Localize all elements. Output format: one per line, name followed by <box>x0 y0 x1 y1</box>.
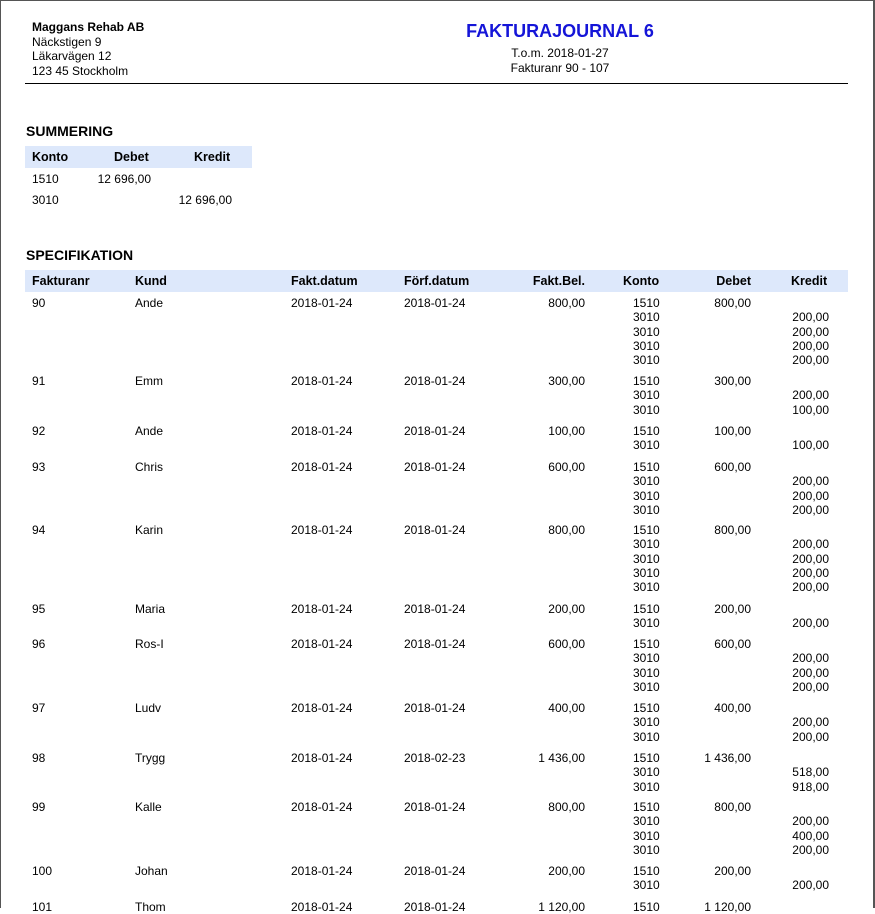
spec-faktbel: 800,00 <box>548 800 585 814</box>
company-block <box>32 20 144 78</box>
spec-debet: 200,00 <box>714 864 751 878</box>
spec-kredit: 200,00 <box>792 551 829 566</box>
report-title: FAKTURAJOURNAL 6 <box>466 21 654 41</box>
spec-konto: 3010 <box>633 502 660 517</box>
spec-kredit: 918,00 <box>792 779 829 794</box>
spec-col-konto: Konto <box>623 274 660 288</box>
spec-forfdatum: 2018-01-24 <box>404 864 466 878</box>
spec-konto: 1510 <box>633 800 660 814</box>
spec-konto: 3010 <box>633 665 660 680</box>
spec-konto: 3010 <box>633 488 660 503</box>
spec-faktbel: 800,00 <box>548 296 585 310</box>
spec-faktdatum: 2018-01-24 <box>291 751 353 765</box>
spec-konto: 1510 <box>633 900 660 914</box>
spec-kredit: 200,00 <box>792 679 829 694</box>
page-border-left <box>0 0 1 908</box>
spec-faktdatum: 2018-01-24 <box>291 374 353 388</box>
spec-fakturanr: 93 <box>32 460 46 474</box>
spec-kredit: 200,00 <box>792 814 829 829</box>
spec-kund: Ludv <box>135 701 162 715</box>
spec-kredit: 400,00 <box>792 828 829 843</box>
spec-faktdatum: 2018-01-24 <box>291 523 353 537</box>
spec-konto: 1510 <box>633 751 660 765</box>
spec-col-forfdatum: Förf.datum <box>404 274 470 288</box>
spec-kredit: 200,00 <box>792 310 829 325</box>
spec-kredit: 100,00 <box>792 402 829 417</box>
spec-col-faktdatum: Fakt.datum <box>291 274 358 288</box>
spec-konto: 1510 <box>633 424 660 438</box>
spec-konto: 3010 <box>633 353 660 368</box>
spec-konto: 3010 <box>633 715 660 730</box>
spec-kredit: 200,00 <box>792 537 829 552</box>
spec-debet: 1 436,00 <box>704 751 751 765</box>
spec-col-faktbel: Fakt.Bel. <box>532 274 585 288</box>
spec-faktbel: 1 120,00 <box>538 900 585 914</box>
spec-konto: 1510 <box>633 460 660 474</box>
spec-kund: Johan <box>135 864 168 878</box>
spec-kredit: 200,00 <box>792 842 829 857</box>
company-name: Maggans Rehab AB <box>32 20 145 34</box>
spec-kund: Ande <box>135 296 164 310</box>
spec-faktbel: 100,00 <box>548 424 585 438</box>
spec-fakturanr: 91 <box>32 374 46 388</box>
spec-kund: Trygg <box>135 751 166 765</box>
spec-kund: Chris <box>135 460 164 474</box>
spec-kund: Maria <box>135 602 166 616</box>
spec-kredit: 200,00 <box>792 729 829 744</box>
spec-kredit: 200,00 <box>792 651 829 666</box>
spec-konto: 3010 <box>633 388 660 403</box>
spec-kredit: 200,00 <box>792 878 829 893</box>
spec-faktbel: 300,00 <box>548 374 585 388</box>
spec-forfdatum: 2018-01-24 <box>404 424 466 438</box>
spec-forfdatum: 2018-01-24 <box>404 296 466 310</box>
summering-konto: 3010 <box>32 193 59 207</box>
spec-kredit: 200,00 <box>792 715 829 730</box>
summering-col-konto: Konto <box>32 150 69 164</box>
spec-faktdatum: 2018-01-24 <box>291 864 353 878</box>
spec-kredit: 200,00 <box>792 502 829 517</box>
spec-col-kund: Kund <box>135 274 167 288</box>
spec-konto: 3010 <box>633 814 660 829</box>
spec-debet: 800,00 <box>714 523 751 537</box>
spec-kund: Emm <box>135 374 163 388</box>
spec-faktdatum: 2018-01-24 <box>291 800 353 814</box>
spec-faktbel: 400,00 <box>548 701 585 715</box>
spec-konto: 1510 <box>633 602 660 616</box>
summering-col-kredit: Kredit <box>194 150 231 164</box>
spec-konto: 3010 <box>633 324 660 339</box>
spec-kund: Karin <box>135 523 164 537</box>
spec-kund: Ande <box>135 424 164 438</box>
spec-konto: 3010 <box>633 474 660 489</box>
page-border-top <box>0 0 875 1</box>
spec-fakturanr: 92 <box>32 424 46 438</box>
spec-faktdatum: 2018-01-24 <box>291 424 353 438</box>
spec-faktdatum: 2018-01-24 <box>291 900 353 914</box>
spec-konto: 3010 <box>633 765 660 780</box>
spec-konto: 3010 <box>633 402 660 417</box>
spec-kredit: 200,00 <box>792 488 829 503</box>
spec-konto: 1510 <box>633 374 660 388</box>
spec-debet: 200,00 <box>714 602 751 616</box>
specifikation-heading: SPECIFIKATION <box>26 247 134 263</box>
spec-konto: 3010 <box>633 779 660 794</box>
spec-kredit: 518,00 <box>792 765 829 780</box>
spec-faktbel: 600,00 <box>548 460 585 474</box>
spec-faktbel: 600,00 <box>548 637 585 651</box>
spec-forfdatum: 2018-01-24 <box>404 800 466 814</box>
spec-forfdatum: 2018-02-23 <box>404 751 466 765</box>
spec-konto: 1510 <box>633 523 660 537</box>
spec-faktdatum: 2018-01-24 <box>291 637 353 651</box>
spec-forfdatum: 2018-01-24 <box>404 602 466 616</box>
spec-faktbel: 200,00 <box>548 602 585 616</box>
spec-kredit: 200,00 <box>792 338 829 353</box>
spec-konto: 3010 <box>633 438 660 453</box>
spec-kredit: 200,00 <box>792 353 829 368</box>
spec-fakturanr: 99 <box>32 800 46 814</box>
spec-fakturanr: 90 <box>32 296 46 310</box>
spec-konto: 3010 <box>633 878 660 893</box>
spec-kredit: 200,00 <box>792 388 829 403</box>
specifikation-header-row <box>25 270 848 292</box>
spec-konto: 3010 <box>633 842 660 857</box>
spec-kund: Thom <box>135 900 166 914</box>
spec-konto: 3010 <box>633 616 660 631</box>
spec-col-fakturanr: Fakturanr <box>32 274 90 288</box>
company-address-line: Näckstigen 9 <box>32 34 102 49</box>
spec-kredit: 100,00 <box>792 438 829 453</box>
spec-debet: 400,00 <box>714 701 751 715</box>
summering-debet: 12 696,00 <box>97 172 151 186</box>
spec-kund: Kalle <box>135 800 162 814</box>
spec-fakturanr: 98 <box>32 751 46 765</box>
spec-faktdatum: 2018-01-24 <box>291 460 353 474</box>
spec-konto: 3010 <box>633 580 660 595</box>
report-date: T.o.m. 2018-01-27 <box>511 46 609 60</box>
spec-debet: 300,00 <box>714 374 751 388</box>
spec-fakturanr: 96 <box>32 637 46 651</box>
spec-konto: 1510 <box>633 701 660 715</box>
spec-konto: 3010 <box>633 537 660 552</box>
spec-debet: 1 120,00 <box>704 900 751 914</box>
spec-fakturanr: 100 <box>32 864 53 878</box>
summering-col-debet: Debet <box>114 150 149 164</box>
spec-konto: 3010 <box>633 310 660 325</box>
spec-debet: 100,00 <box>714 424 751 438</box>
spec-faktbel: 800,00 <box>548 523 585 537</box>
spec-debet: 800,00 <box>714 800 751 814</box>
spec-fakturanr: 101 <box>32 900 53 914</box>
spec-konto: 3010 <box>633 729 660 744</box>
spec-fakturanr: 95 <box>32 602 46 616</box>
spec-forfdatum: 2018-01-24 <box>404 900 466 914</box>
spec-faktbel: 1 436,00 <box>538 751 585 765</box>
spec-col-kredit: Kredit <box>791 274 828 288</box>
report-range: Fakturanr 90 - 107 <box>510 61 610 75</box>
summering-konto: 1510 <box>32 172 59 186</box>
summering-heading: SUMMERING <box>26 123 114 139</box>
header-divider <box>25 83 848 84</box>
spec-kredit: 200,00 <box>792 324 829 339</box>
spec-konto: 3010 <box>633 679 660 694</box>
spec-fakturanr: 94 <box>32 523 46 537</box>
company-address-line: 123 45 Stockholm <box>32 63 129 78</box>
spec-debet: 800,00 <box>714 296 751 310</box>
spec-fakturanr: 97 <box>32 701 46 715</box>
spec-faktdatum: 2018-01-24 <box>291 701 353 715</box>
spec-col-debet: Debet <box>716 274 751 288</box>
spec-konto: 3010 <box>633 828 660 843</box>
spec-debet: 600,00 <box>714 460 751 474</box>
spec-debet: 600,00 <box>714 637 751 651</box>
company-address-line: Läkarvägen 12 <box>32 49 112 63</box>
summering-header-row <box>25 146 252 168</box>
spec-kredit: 200,00 <box>792 580 829 595</box>
spec-forfdatum: 2018-01-24 <box>404 460 466 474</box>
spec-kredit: 200,00 <box>792 616 829 631</box>
spec-konto: 3010 <box>633 551 660 566</box>
spec-faktdatum: 2018-01-24 <box>291 602 353 616</box>
spec-kredit: 200,00 <box>792 565 829 580</box>
spec-forfdatum: 2018-01-24 <box>404 637 466 651</box>
spec-konto: 1510 <box>633 637 660 651</box>
spec-konto: 1510 <box>633 864 660 878</box>
spec-forfdatum: 2018-01-24 <box>404 374 466 388</box>
summering-kredit: 12 696,00 <box>178 193 232 207</box>
spec-kredit: 200,00 <box>792 665 829 680</box>
spec-faktbel: 200,00 <box>548 864 585 878</box>
spec-konto: 1510 <box>633 296 660 310</box>
report-title-block <box>440 20 680 76</box>
spec-konto: 3010 <box>633 338 660 353</box>
spec-kredit: 200,00 <box>792 474 829 489</box>
spec-konto: 3010 <box>633 565 660 580</box>
spec-forfdatum: 2018-01-24 <box>404 523 466 537</box>
spec-kund: Ros-I <box>135 637 164 651</box>
spec-faktdatum: 2018-01-24 <box>291 296 353 310</box>
spec-forfdatum: 2018-01-24 <box>404 701 466 715</box>
spec-konto: 3010 <box>633 651 660 666</box>
